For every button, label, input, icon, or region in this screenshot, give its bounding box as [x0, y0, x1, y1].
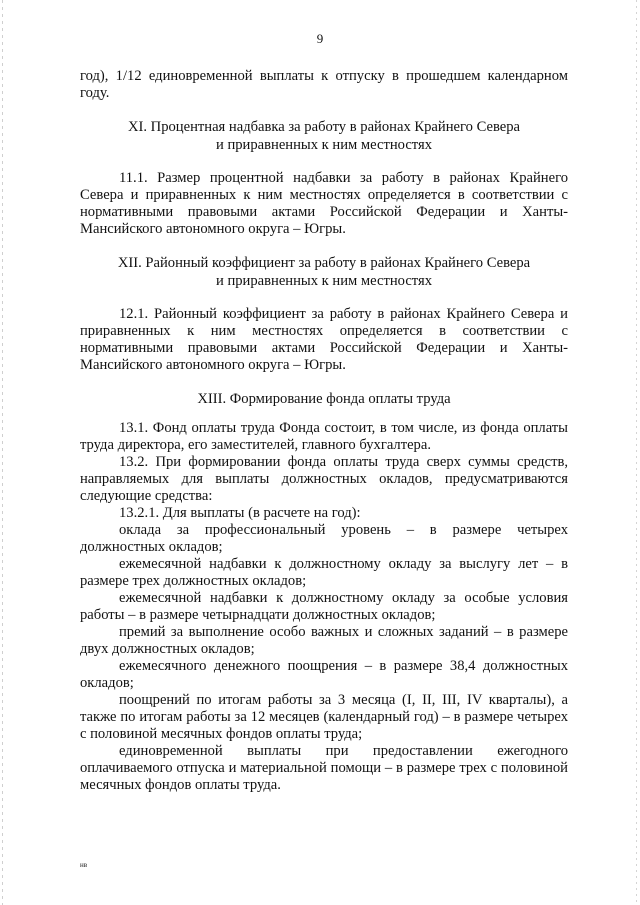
list-item-6: поощрений по итогам работы за 3 месяца (I, II, III, IV кварталы), а также по итогам работы за 12 месяцев (календарный год) – в размере четырех с половиной месячных фондов оплаты труда;: [80, 692, 568, 742]
paragraph-13-1: 13.1. Фонд оплаты труда Фонда состоит, в том числе, из фонда оплаты труда директора, его заместителей, главного бухгалтера.: [80, 420, 568, 453]
list-item-7: единовременной выплаты при предоставлении ежегодного оплачиваемого отпуска и материальной помощи – в размере трех с половиной месячных фондов оплаты труда.: [80, 743, 568, 793]
footer-code: нв: [80, 861, 88, 869]
paragraph-12-1: 12.1. Районный коэффициент за работу в районах Крайнего Севера и приравненных к ним местностях определяется в соответствии с нормативными правовыми актами Российской Федерации и Ханты-Мансийского автономного округа – Югры.: [80, 306, 568, 373]
scan-edge-left: [2, 0, 3, 905]
section-xi-heading-line-2: и приравненных к ним местностях: [215, 137, 432, 153]
section-xi-heading-line-1: XI. Процентная надбавка за работу в районах Крайнего Севера: [127, 119, 521, 135]
page-number: 9: [316, 31, 324, 46]
list-item-3: ежемесячной надбавки к должностному окладу за особые условия работы – в размере четырнадцати должностных окладов;: [80, 590, 568, 623]
list-item-5: ежемесячного денежного поощрения – в размере 38,4 должностных окладов;: [80, 658, 568, 691]
document-body: [80, 68, 568, 794]
list-item-1: оклада за профессиональный уровень – в размере четырех должностных окладов;: [80, 522, 568, 555]
paragraph-13-2: 13.2. При формировании фонда оплаты труда сверх суммы средств, направляемых для выплаты должностных окладов, предусматриваются следующие средства:: [80, 454, 568, 504]
list-item-2: ежемесячной надбавки к должностному окладу за выслугу лет – в размере трех должностных окладов;: [80, 556, 568, 589]
paragraph-continuation: год), 1/12 единовременной выплаты к отпуску в прошедшем календарном году.: [80, 68, 568, 101]
scan-edge-right: [636, 0, 637, 905]
section-xii-heading-line-1: XII. Районный коэффициент за работу в районах Крайнего Севера: [117, 255, 531, 271]
section-xiii-heading: XIII. Формирование фонда оплаты труда: [197, 391, 451, 407]
paragraph-13-2-1: 13.2.1. Для выплаты (в расчете на год):: [119, 505, 361, 521]
paragraph-11-1: 11.1. Размер процентной надбавки за работу в районах Крайнего Севера и приравненных к ним местностях определяется в соответствии с нормативными правовыми актами Российской Федерации и Ханты-Мансийского автономного округа – Югры.: [80, 170, 568, 237]
list-item-4: премий за выполнение особо важных и сложных заданий – в размере двух должностных окладов;: [80, 624, 568, 657]
section-xii-heading-line-2: и приравненных к ним местностях: [215, 273, 432, 289]
